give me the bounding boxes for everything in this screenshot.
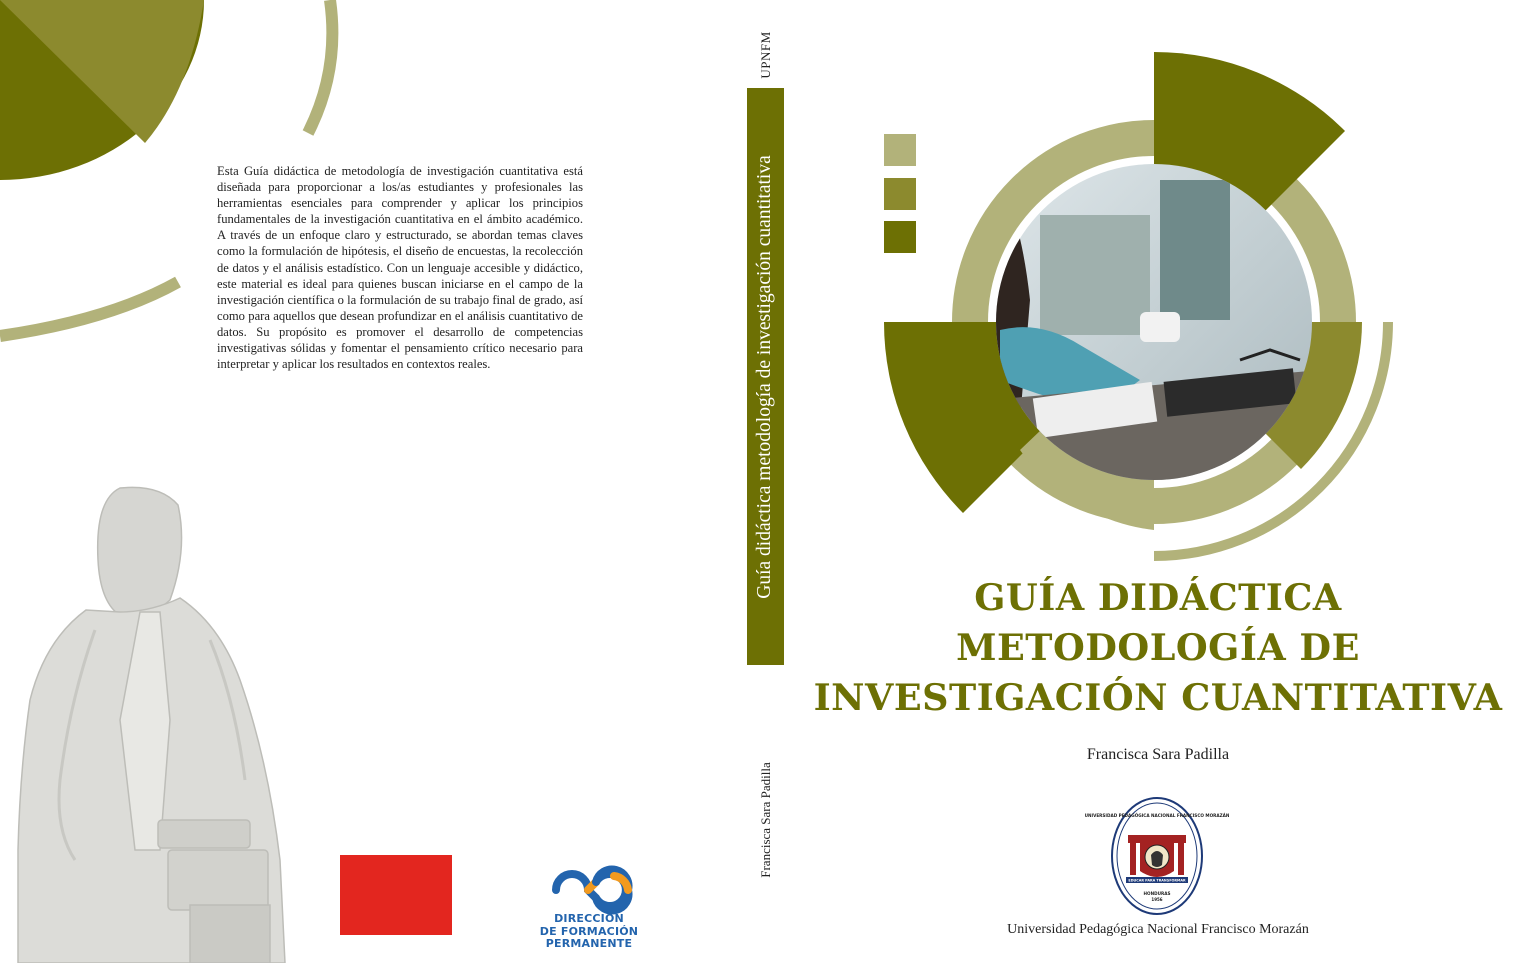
back-mid-arc: [0, 282, 178, 336]
dfp-logo: [496, 913, 682, 951]
front-square-3: [884, 221, 916, 253]
seal-top-text: UNIVERSIDAD PEDAGÓGICA NACIONAL FRANCISCO MORAZÁN: [1084, 813, 1230, 818]
dfp-logo-line1: DIRECCIÓN: [554, 912, 624, 925]
red-block: [340, 855, 452, 935]
front-author: Francisca Sara Padilla: [1086, 746, 1230, 763]
seal-year: 1956: [1151, 897, 1163, 902]
university-name: Universidad Pedagógica Nacional Francisco Morazán: [1007, 922, 1309, 937]
seal-motto: EDUCAR PARA TRANSFORMAR: [1128, 878, 1186, 883]
university-seal-icon: [1084, 795, 1230, 917]
back-cover-description: Esta Guía didáctica de metodología de investigación cuantitativa está diseñada para proporcionar a los/as estudiantes y profesionales las herramientas esenciales para comprender y aplicar los principios fundamentales de la investigación cuantitativa en el ámbito académico. A través de un enfoque claro y estructurado, se abordan temas claves como la formulación de hipótesis, el diseño de encuestas, la recolección de datos y el análisis estadístico. Con un lenguaje accesible y didáctico, este material es ideal para quienes buscan iniciarse en el campo de la investigación científica o la formulación de su trabajo final de grado, así como para aquellos que desean profundizar en el análisis cuantitativo de datos. Su propósito es promover el desarrollo de competencias investigativas sólidas y fomentar el pensamiento crítico necesario para interpretar y aplicar los resultados en contextos reales.: [217, 164, 583, 372]
front-title-line-1: GUÍA DIDÁCTICA: [974, 576, 1342, 619]
spine-publisher: UPNFM: [758, 31, 773, 79]
front-title-line-2: METODOLOGÍA DE: [956, 626, 1360, 669]
back-top-arc: [308, 0, 332, 133]
spine-title: Guía didáctica metodología de investigación cuantitativa: [754, 155, 775, 599]
front-square-2: [884, 178, 916, 210]
front-title: [780, 573, 1536, 723]
statue-image: [18, 487, 285, 963]
front-title-line-3: INVESTIGACIÓN CUANTITATIVA: [813, 676, 1503, 719]
dfp-logo-line2: DE FORMACIÓN PERMANENTE: [539, 924, 639, 950]
seal-country: HONDURAS: [1143, 891, 1171, 896]
front-square-1: [884, 134, 916, 166]
spine-author: Francisca Sara Padilla: [758, 762, 773, 878]
infinity-logo-icon: [556, 870, 628, 911]
